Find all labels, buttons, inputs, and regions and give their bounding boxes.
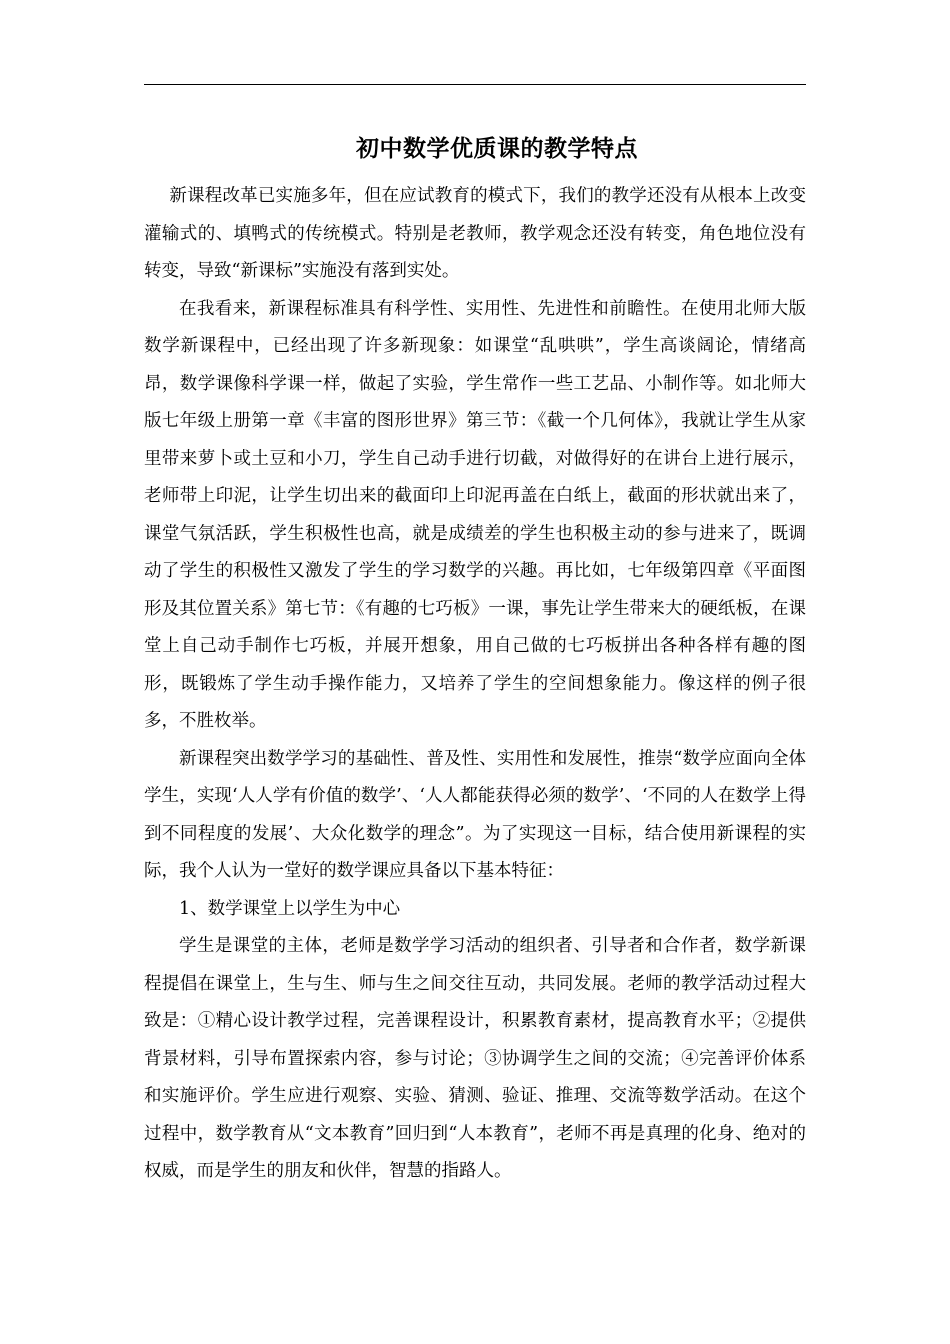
- paragraph-features: 新课程突出数学学习的基础性、普及性、实用性和发展性，推崇“数学应面向全体学生，实现‘人人学有价值的数学’、‘人人都能获得必须的数学’、‘不同的人在数学上得到不同程度的发展’、大众化数学的理念”。为了实现这一目标，结合使用新课程的实际，我个人认为一堂好的数学课应具备以下基本特征：: [144, 748, 806, 881]
- paragraph-intro: 新课程改革已实施多年，但在应试教育的模式下，我们的教学还没有从根本上改变灌输式的、填鸭式的传统模式。特别是老教师，教学观念还没有转变，角色地位没有转变，导致“新课标”实施没有落到实处。: [144, 186, 806, 281]
- document-title: 初中数学优质课的教学特点: [356, 135, 638, 162]
- header-rule: [144, 84, 806, 85]
- paragraph-examples: 在我看来，新课程标准具有科学性、实用性、先进性和前瞻性。在使用北师大版数学新课程中，已经出现了许多新现象：如课堂“乱哄哄”，学生高谈阔论，情绪高昂，数学课像科学课一样，做起了实验，学生常作一些工艺品、小制作等。如北师大版七年级上册第一章《丰富的图形世界》第三节：《截一个几何体》，我就让学生从家里带来萝卜或土豆和小刀，学生自己动手进行切截，对做得好的在讲台上进行展示，老师带上印泥，让学生切出来的截面印上印泥再盖在白纸上，截面的形状就出来了，课堂气氛活跃，学生积极性也高，就是成绩差的学生也积极主动的参与进来了，既调动了学生的积极性又激发了学生的学习数学的兴趣。再比如，七年级第四章《平面图形及其位置关系》第七节：《有趣的七巧板》一课，事先让学生带来大的硬纸板，在课堂上自己动手制作七巧板，并展开想象，用自己做的七巧板拼出各种各样有趣的图形，既锻炼了学生动手操作能力，又培养了学生的空间想象能力。像这样的例子很多，不胜枚举。: [144, 298, 806, 731]
- document-body: [144, 178, 806, 1191]
- paragraph-student-centered: 学生是课堂的主体，老师是数学学习活动的组织者、引导者和合作者，数学新课程提倡在课堂上，生与生、师与生之间交往互动，共同发展。老师的教学活动过程大致是：①精心设计教学过程，完善课程设计，积累教育素材，提高教育水平；②提供背景材料，引导布置探索内容，参与讨论；③协调学生之间的交流；④完善评价体系和实施评价。学生应进行观察、实验、猜测、验证、推理、交流等数学活动。在这个过程中，数学教育从“文本教育”回归到“人本教育”，老师不再是真理的化身、绝对的权威，而是学生的朋友和伙伴，智慧的指路人。: [144, 936, 806, 1181]
- section-heading-1: 1、数学课堂上以学生为中心: [179, 898, 401, 919]
